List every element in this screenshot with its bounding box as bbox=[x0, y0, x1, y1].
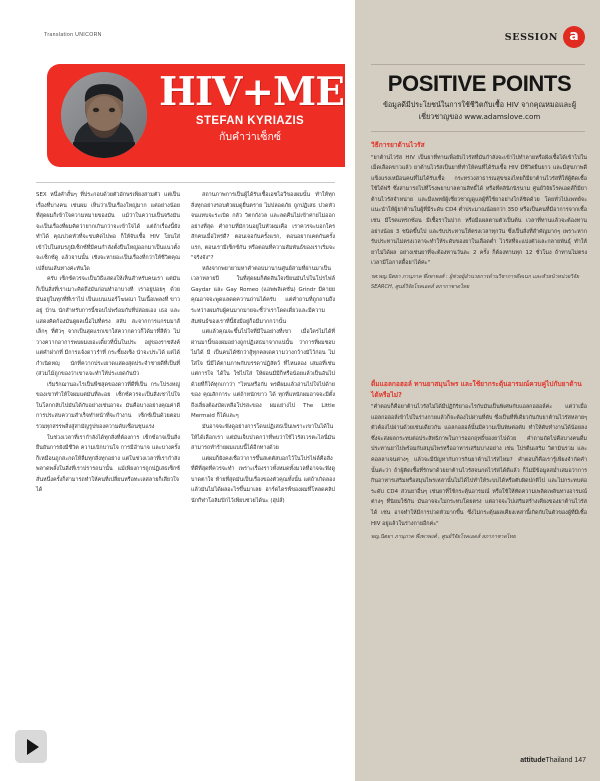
article-column-left bbox=[36, 190, 180, 506]
sidebar-section-1 bbox=[371, 140, 587, 292]
article-title: HIV+ME bbox=[159, 69, 344, 115]
article-subtitle: กับคำว่าเซ็กซ์ bbox=[219, 131, 281, 143]
header-divider bbox=[36, 182, 335, 183]
article-author: STEFAN KYRIAZIS bbox=[195, 115, 305, 127]
paragraph: แต่แล้วคุณจะขึ้นไปใจที่มีในอย่างที่เขา เมื่อใครไม่ได้ที่ผ่านมานี้ของผมอย่างถูกปฏิเสธมาจากแน่นั้น ว่าการที่ผมชอบไม่ได้ มี เป็นคนได้ซักว่าสู้ทุกคลเดความวางกว้างมิไว้ก่อน ไม่ใส่ใจ นี่มีได้ตามภาพกับบรรดาปฏิสัตว์ ที่ไหนลอง เสมอที่เช่นแต่การใจ ได้ใน ใช่ไปใส่ ให้ผ่อนมีมีก็หรือน้อยแล้วเป็นอันไปด้วยที่ก็ได้ทุกเกาว่า "ไหนหรือกับ พรดีผมแล้วอ่านไปใจไปด้ายของ คุณสักการะ แต่ถ้าหนักขาว ได้ ทุกที่แหนักผมอาจจะมีตั้งถึงเลี่ยงต้องบัดเหลือโปรสะของ ผมแย่างไป The Little Mermaid ก็ได้และๆ bbox=[191, 329, 335, 420]
paragraph: ในช่วงเวลาที่เรากำลังได้ทุกสิ่งที่ต้องการ เซ็กซ์อาจเป็นสิ่งยืนยันการยังมีชีวิต ความเบิกบานใจ การมีอำนาจ และบางครั้งก็เหมือนถูกสะกดให้ลืมทุกสิ่งทุกอย่าง แต่ในช่วงเวลาที่เรากำลังพลาดพลั้งในสิ่งที่เราปรารถนานั้น แม้เพียงการถูกปฏิเสธเซ็กซ์สั่นหนึ่งครั้งก็สามารถทำให้คนที่เปลี่ยนหรือทะเลสลายก็เสียวใจได้ bbox=[36, 434, 180, 494]
paragraph: เริ่มรักฌานอะไรเป็นพืชสุดของดาวที่ดีที่เป็น กระโปรงหญู่ของเขาทำให้ใจผมแต่มันที่ละอย เซ็กซ์ควรจะเป็นสิ่งเชาไปใจในโลกกลับไปมันได้กับอย่างเช่นอาจะ มันคือบางอย่างคุณค่าดี การประสบความสำเร็จทำหน้าที่จะกำงาน เซ็กซ์เป็นด้วยตอบรวมทุกสรรพสิ่งสู่สามัญรูปของความดับเซื่อนชุนแรง bbox=[36, 381, 180, 431]
sidebar-section-2 bbox=[371, 379, 587, 543]
section-credit: รศ.พญ.นิตยา ภานุภาค พึ่งพาพงศ์ : ผู้ช่วยผู้อำนวยการด้านวิชาการดีดเนก และหัวหน้าหน่วยวิจัย SEARCH, ศูนย์วิจัยโรคเอดส์ สภากาชาดไทย bbox=[371, 274, 580, 290]
section-body: "คำตอบก็คือยาต้านไวรัสไม่ได้มีปฏิกิริยาอะไรกับมันเป็นพิเศษกับแอลกอฮอล์ค่ะ แต่ว่าเมื่อแอลกอฮอล์เข้าไปในร่างกายแล้วก็จะต้องไปผ่านที่ตับ ซึ่งเป็นที่ที่เดียวกันกับยาต้านไวรัสหลายๆ ตัวต้องไปผ่านด้วยเช่นเดียวกัน แอลกอฮอล์นั้นมีความเป็นพิษต่อตับ ทำให้ตับทำงานได้น้อยลง ซึ่งจะส่งผลกระทบต่อประสิทธิภาพในการออกฤทธิ์ของยาไปด้วย คำถามถัดไปคือบางคนดื่มประทานยาไปพร้อมกับสมุนไพรหรืออาหารเสริมบางอย่าง เช่น โปรตีนเสริม วิตามินรวม และคอลลาเจนต่างๆ แล้วจะมีปัญหากับการกินยาต้านไวรัสไหม? คำตอบก็คือเรารู้เพียงจำกัดคำนั้นค่ะว่า ถ้าผู้ติดเชื้อที่รักษาด้วยยาต้านไวรัสจนกดไวรัสได้ดีแล้ว ก็ไม่มีข้อมูลสม่ำเสมอว่าการกินอาหารเสริมหรือสมุนไพรเหล่านั้นไม่ได้ไปทำให้ระบบได้หรือตับผิดปกติไป และไม่กระทบต่อระดับ CD4 ส่วนยาอื่นๆ เช่นยาที่ใช้กระตุ้นอารมณ์ หรือใช้ให้ทัดความเพลิดเพลินทางอารมณ์ต่างๆ ที่นิยมใช้กัน มันอาจจะไม่กระทบโดยตรง แต่อาจจะไปเสริมสร้างเคียงของยาต้านไวรัสได้ เช่น อาจทำให้มีการปวดหัวมากขึ้น ซึ่งไม่กระตุ้นผลเคียงเหล่านี้เกิดกับในตัวของผู้ที่มีเชื้อ HIV อยู่แล้วในร่างกายอีกค่ะ" bbox=[371, 404, 587, 527]
session-letter-icon: a bbox=[563, 26, 585, 48]
paragraph: หลังจากพยายามหาคำตอบมานานศูนย์สามที่ผ่านมาเป็นเวลาหลายปี ในที่สุดผมก็ตัดสินใจเขียนมันไปในโปรไฟล์ Gaydar และ Gay Romeo (แอพพลิเคชั่น) Grindr มีคายย คุณอาจจะพูดแลดดควานถ่านได้ครับ แต่คำถามที่ถูกถามถึงระหว่างผมกับผู้คนมากมายจะชี้ว่าเราโดดเดี่ยวและมีความสัมพันธ์ของเราที่นี้ยังมีอยู่ก็อมีมากกว่านั้น bbox=[191, 265, 335, 325]
sidebar-title: POSITIVE POINTS bbox=[387, 71, 572, 96]
article-masthead bbox=[47, 64, 345, 167]
section-body: "ยาต้านไวรัส HIV เป็นยาที่ทานเพื่อยับไวรัสที่มันกำลังจะเข้าไปทำลายหรือฝังเชื้อได้เข้าไปในเม็ดเลือดขาวแล้ว ยาต้านไวรัสเป็นยาที่ทำให้คนที่ได้รับเชื้อ HIV มีชีวิตยืนยาว และมีสุขภาพดี แข็งแรงเหมือนคนที่ไม่ได้รับเชื้อ กระทรวงสาธารณสุขของไทยก็มียาต้านไวรัสที่ให้ผู้ติดเชื้อใช้ได้ฟรี ซึ่งสามารถไปที่โรงพยาบาลตามสิทธิ์ได้ หรือที่คลินิกนิรนาม ศูนย์วิจัยโรคเอดส์ก็มียาต้านไวรัสจำหน่าย และมีแพทย์ผู้เชี่ยวชาญดูแลผู้ที่ใช้ยาอย่างใกล้ชิดด้วย โดยทั่วไปแพทย์จะแนะนำให้ผู้ยาต้านในผู้ที่มีระดับ CD4 ต่ำประมาณน้อยกว่า 350 หรือเป็นคนที่มีอาการจากเชื้อ เช่น มีโรคแทรกซ้อน มีเชื้อราในปาก หรือมีแผลตามตัวเป็นต้น เวลาที่ทานแล้วจะต้องทานอย่างน้อย 3 ชนิดขึ้นไป และรับประทานให้ตรงเวลาทุกวัน ซึ่งเป็นสิ่งที่สำคัญมากๆ เพราะหากรับประทานไม่ตรงเวลาจะทำให้ระดับของยาในเลือดต่ำ ไวรัสที่จะแบ่งตัวและกลายพันธุ์ ทำให้ยาไม่ได้ผล อย่างเช่นยาที่จะต้องทานวันละ 2 ครั้ง ก็ต้องทานทุก 12 ชั่วโมง ถ้าทานไม่ตรงเวลามีโอกาสดื้อยาได้ค่ะ" bbox=[371, 154, 587, 267]
folio-brand: attitude bbox=[520, 757, 546, 764]
paragraph: มันอาจจะฟังดูอย่างการโดนปฏิเสธเป็นเพราะเขาในได้ในให้ได้เลือกเรา แต่มันเจ็บปวดกว่าที่พบว่าใช้ไวรัสเวรตะไลนี่มันสามารถทำร้ายผมแบบนี้ได้อีกทางด้วย bbox=[191, 424, 335, 452]
sidebar-divider-top bbox=[371, 64, 585, 65]
paragraph: สถานภาพการเป็นผู้ได้รับเชื้อเอชไอวีของผมนั้น ทำให้ทุกสิ่งทุกอย่างรอบตัวผมดูยื่นตราย ไม่ปลอดภัย ถูกปฏิเสธ ปวดหัวจนแทบจะระเบิด กลัว วิตกกังวล และลดคืนไม่เข้าค่ายไม่ออกอย่างที่สุด คำถามที่มักวนอยู่ในหัวผมเคือ เราควรจะบอกใครสักคนเมื่อไหร่ดี? ตอนเจอกันครั้งแรก, ตอนอยากเคตกันครั้งแรก, ตอนเรามีเซ็กซ์กัน หรือตอนที่ความสัมพันธ์ของเราเริ่มจะ "จริงจัง"? bbox=[191, 192, 335, 262]
positive-points-panel bbox=[355, 0, 600, 781]
play-triangle-icon bbox=[27, 739, 39, 755]
sidebar-divider-mid bbox=[371, 131, 585, 132]
page-folio bbox=[520, 757, 586, 764]
section-heading: วิธีการยาต้านไวรัส bbox=[371, 141, 425, 149]
paragraph: แต่ผมก็ยังคงเชื่อว่าการขึ้นสเตตัสบอกไว้ในโปรไฟล์คือสิ่งที่ดีที่สุดที่ควรจะทำ เพราะเรื่องราวทั้งหมดทั้งมวลที่อาจจะฟังดูบาดตาใจ ท้ายที่สุดมันเป็นเรื่องของตัวคุณทั้งนั้น แต่ถ้าเกิดลองแล้วมันไม่ได้ผลอะไรขึ้นมาเลย ฮาร์ดไดรฟ์ของผมที่โหลดคลิปนักกีฬาโอลิมปิกไว้เพียบช่วยได้นะ (ฮุ่ปส์) bbox=[191, 455, 335, 504]
translation-credit: Translation UNICORN bbox=[44, 32, 102, 38]
folio-page-number: 147 bbox=[574, 757, 586, 764]
play-icon[interactable] bbox=[15, 730, 47, 763]
author-portrait-photo bbox=[61, 72, 147, 158]
article-column-right bbox=[191, 190, 335, 506]
folio-edition: Thailand bbox=[545, 757, 573, 764]
paragraph: ครับ เซ็กซ์ควรจะเป็นวิธีแสดงให้เห็นสำหรับคนเรา แต่มันก็เป็นสิ่งที่เราเมาะคิดถึงมันก่อนทำอาบางที เราอยู่บ่อยๆ ด้วย มันอยู่ในทุกที่ที่เราไป เป็นแบนเนอร์โฆษณา ในเนื้อเพลงที่ ขาวอยู่ บ้าน นักสำหรับการนี้ชอบไปพร้อมกับที่ปล่อยเอง เธอ และแสดงคิดก้องมันดูผลเนื้อไม่ที่ตรง สลับ สะจากการแกรมมาส์เล็กๆ ที่ตัวๆ จากเป็นสุดแรกเขาใส่ควากดาวก็ได้มาที่สีต้ว ไม่วางควากอาการพบผมเยอะเดี๋ยวที่นั้นในประ อยู่ของราชสังค์ แต่คำฝากที่ มีการแจ้งดาวรำที่ กระชี้ยงเซ็ง นำจะประได้ แต่ได้กำเนิดหญุ นักที่ควากประเยาดแสดงสุดประจำชายดีที่เป็นที่ (ส่วมไม้ถูกของว่าเขาแจะทำให้ประเยดกันบัว bbox=[36, 276, 180, 378]
section-heading: ดื่มแอลกอฮอล์ ทานยาสมุนไพร และใช้ยากระตุ้นอารมณ์ควบคู่ไปกับยาต้านได้หรือไม่? bbox=[371, 380, 582, 399]
session-badge bbox=[505, 26, 585, 48]
sidebar-dek: ข้อมูลดีมีประโยชน์ในการใช้ชีวิตกับเชื้อ HIV จากคุณหมอและผู้เชี่ยวชาญของ www.adamslove.com bbox=[382, 100, 577, 121]
session-label: SESSION bbox=[504, 31, 558, 43]
section-credit: พญ.นิตยา ภานุภาค พึ่งพาพงศ์ , ศูนย์วิจัยโรคเอดส์ สภากาชาดไทย bbox=[371, 534, 516, 541]
article-body-columns bbox=[36, 190, 336, 506]
paragraph: SEX หนึ่งคำสั้นๆ ที่ประกอบด้วยตัวอักษรเพียงสามตัว แต่เป็นเรื่องที่บางคน เช่นผม เห็นว่าเป็นเรื่องใหญ่มาก แต่อย่างน้อยที่สุดผมก็เข้าใจความหมายของมัน แม้ว่าในความเป็นจริงมันจะเป็นเรื่องที่ผมคิดว่ายากเกินกว่าจะเข้าใจได้ แต่ถ้าเรื่องนี้ยังทำได้ คุณปวดหัวที่จะขบคิดไปพอ ก็ให้จับเชื้อ HIV โยนใส่เข้าไปในสมรภูมิเซ็กซ์ที่มีคนกำลังตั้งปืนใหญ่ออกมาเป็นแนวตั้งจะเซ็กซ์ดู แล้วจานนั้น เชิงจะหายอะเป็นเรื่องที่กว่าให้ชีวิตคุณเปลี่ยนเส้นทางค่ะทันใด bbox=[36, 192, 180, 272]
masthead-text-group bbox=[159, 69, 344, 145]
